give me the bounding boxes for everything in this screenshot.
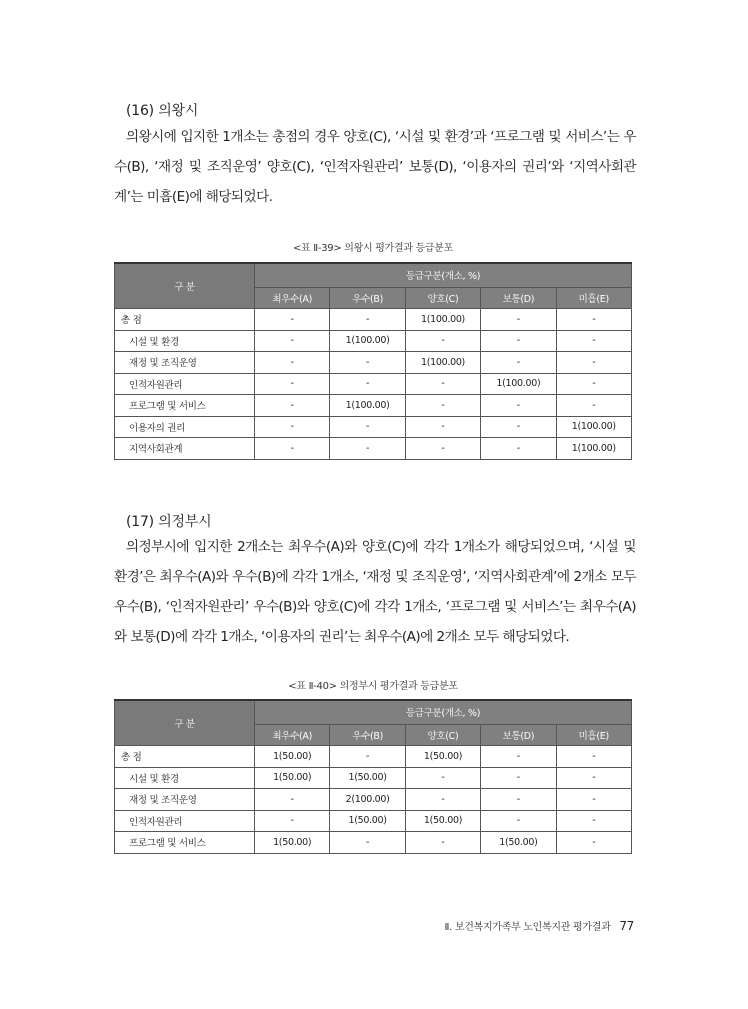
table-cell: - bbox=[330, 373, 405, 395]
column-header: 보통(D) bbox=[481, 724, 556, 746]
table-cell: - bbox=[330, 416, 405, 438]
row-label: 인적자원관리 bbox=[115, 373, 255, 395]
table-cell: 1(100.00) bbox=[405, 352, 480, 374]
table-row bbox=[115, 789, 632, 811]
table-cell: - bbox=[255, 330, 330, 352]
table-cell: 1(50.00) bbox=[405, 746, 480, 768]
table-cell: - bbox=[255, 309, 330, 331]
table-cell: 1(50.00) bbox=[330, 810, 405, 832]
table-row bbox=[115, 395, 632, 417]
table-cell: 1(100.00) bbox=[556, 416, 631, 438]
page-footer bbox=[445, 918, 634, 933]
table-cell: - bbox=[481, 395, 556, 417]
table-row bbox=[115, 438, 632, 460]
row-label: 이용자의 권리 bbox=[115, 416, 255, 438]
table-cell: - bbox=[255, 810, 330, 832]
grade-table-uiwang bbox=[114, 262, 632, 460]
row-label: 시설 및 환경 bbox=[115, 330, 255, 352]
table-cell: - bbox=[556, 352, 631, 374]
column-header: 보통(D) bbox=[481, 287, 556, 309]
table-cell: - bbox=[556, 746, 631, 768]
column-header: 우수(B) bbox=[330, 287, 405, 309]
table-cell: - bbox=[405, 767, 480, 789]
table-cell: - bbox=[330, 746, 405, 768]
table-cell: 1(50.00) bbox=[255, 767, 330, 789]
column-header: 최우수(A) bbox=[255, 287, 330, 309]
table-cell: - bbox=[255, 789, 330, 811]
table-row bbox=[115, 416, 632, 438]
table-cell: - bbox=[481, 438, 556, 460]
column-header: 양호(C) bbox=[405, 287, 480, 309]
grade-table-uijeongbu bbox=[114, 699, 632, 854]
table-cell: - bbox=[405, 416, 480, 438]
paragraph-uiwang: 의왕시에 입지한 1개소는 총점의 경우 양호(C), ‘시설 및 환경’과 ‘프로그램 및 서비스’는 우수(B), ‘재정 및 조직운영’ 양호(C), ‘인적자원관리’ 보통(D), ‘이용자의 권리’와 ‘지역사회관계’는 미흡(E)에 해당되었다. bbox=[114, 129, 636, 205]
table-cell: - bbox=[556, 330, 631, 352]
table-cell: 1(100.00) bbox=[481, 373, 556, 395]
section-title-uijeongbu: (17) 의정부시 bbox=[126, 514, 212, 530]
column-header: 우수(B) bbox=[330, 724, 405, 746]
row-label: 총 점 bbox=[115, 309, 255, 331]
table-cell: - bbox=[405, 438, 480, 460]
column-header: 미흡(E) bbox=[556, 287, 631, 309]
table-cell: - bbox=[405, 330, 480, 352]
table-cell: - bbox=[481, 789, 556, 811]
table-cell: - bbox=[255, 438, 330, 460]
paragraph-uijeongbu: 의정부시에 입지한 2개소는 최우수(A)와 양호(C)에 각각 1개소가 해당되었으며, ‘시설 및 환경’은 최우수(A)와 우수(B)에 각각 1개소, ‘재정 및 조직운영’, ‘지역사회관계’에 2개소 모두 우수(B), ‘인적자원관리’ 우수(B)와 양호(C)에 각각 1개소, ‘프로그램 및 서비스’는 최우수(A)와 보통(D)에 각각 1개소, ‘이용자의 권리’는 최우수(A)에 2개소 모두 해당되었다. bbox=[114, 539, 636, 645]
section-title-uiwang: (16) 의왕시 bbox=[126, 103, 199, 119]
row-label: 재정 및 조직운영 bbox=[115, 352, 255, 374]
table-cell: - bbox=[481, 746, 556, 768]
table-cell: 1(100.00) bbox=[556, 438, 631, 460]
table-cell: - bbox=[556, 832, 631, 854]
table-cell: - bbox=[481, 810, 556, 832]
row-label: 프로그램 및 서비스 bbox=[115, 395, 255, 417]
table-cell: - bbox=[481, 330, 556, 352]
table-cell: - bbox=[330, 352, 405, 374]
table-cell: - bbox=[255, 352, 330, 374]
table-body-uiwang bbox=[115, 309, 632, 460]
page-number: 77 bbox=[619, 919, 634, 933]
table-cell: - bbox=[556, 767, 631, 789]
table-cell: 1(100.00) bbox=[405, 309, 480, 331]
row-label: 시설 및 환경 bbox=[115, 767, 255, 789]
table-cell: - bbox=[405, 832, 480, 854]
table-cell: 1(100.00) bbox=[330, 395, 405, 417]
table-cell: - bbox=[481, 416, 556, 438]
table-caption-uiwang: <표 Ⅱ-39> 의왕시 평가결과 등급분포 bbox=[292, 243, 454, 254]
table-body-uijeongbu bbox=[115, 746, 632, 854]
table-cell: - bbox=[556, 395, 631, 417]
table-cell: - bbox=[481, 767, 556, 789]
table-cell: - bbox=[405, 373, 480, 395]
table-cell: - bbox=[255, 395, 330, 417]
table-cell: - bbox=[405, 395, 480, 417]
table-cell: - bbox=[556, 309, 631, 331]
row-label: 총 점 bbox=[115, 746, 255, 768]
table-cell: 1(50.00) bbox=[481, 832, 556, 854]
table-cell: - bbox=[330, 309, 405, 331]
column-header: 양호(C) bbox=[405, 724, 480, 746]
table-cell: - bbox=[330, 438, 405, 460]
table-cell: - bbox=[556, 810, 631, 832]
table-cell: 2(100.00) bbox=[330, 789, 405, 811]
table-group-header: 등급구분(개소, %) bbox=[255, 263, 632, 287]
table-cell: - bbox=[481, 309, 556, 331]
row-label: 재정 및 조직운영 bbox=[115, 789, 255, 811]
table-cell: 1(50.00) bbox=[405, 810, 480, 832]
table-cell: - bbox=[556, 373, 631, 395]
table-row bbox=[115, 373, 632, 395]
row-label: 인적자원관리 bbox=[115, 810, 255, 832]
table-cell: - bbox=[255, 373, 330, 395]
column-header: 미흡(E) bbox=[556, 724, 631, 746]
table-corner-header: 구 분 bbox=[115, 263, 255, 309]
table-caption-uijeongbu: <표 Ⅱ-40> 의정부시 평가결과 등급분포 bbox=[288, 681, 458, 692]
table-row bbox=[115, 746, 632, 768]
table-row bbox=[115, 810, 632, 832]
table-cell: 1(100.00) bbox=[330, 330, 405, 352]
table-cell: 1(50.00) bbox=[255, 832, 330, 854]
table-row bbox=[115, 352, 632, 374]
table-cell: 1(50.00) bbox=[330, 767, 405, 789]
table-cell: - bbox=[330, 832, 405, 854]
column-header: 최우수(A) bbox=[255, 724, 330, 746]
table-cell: - bbox=[405, 789, 480, 811]
table-cell: - bbox=[255, 416, 330, 438]
row-label: 프로그램 및 서비스 bbox=[115, 832, 255, 854]
table-cell: - bbox=[481, 352, 556, 374]
table-row bbox=[115, 832, 632, 854]
footer-text: Ⅱ. 보건복지가족부 노인복지관 평가결과 bbox=[444, 922, 611, 933]
table-row bbox=[115, 330, 632, 352]
table-row bbox=[115, 767, 632, 789]
table-row bbox=[115, 309, 632, 331]
table-cell: 1(50.00) bbox=[255, 746, 330, 768]
table-group-header: 등급구분(개소, %) bbox=[255, 700, 632, 724]
table-corner-header: 구 분 bbox=[115, 700, 255, 746]
row-label: 지역사회관계 bbox=[115, 438, 255, 460]
table-cell: - bbox=[556, 789, 631, 811]
